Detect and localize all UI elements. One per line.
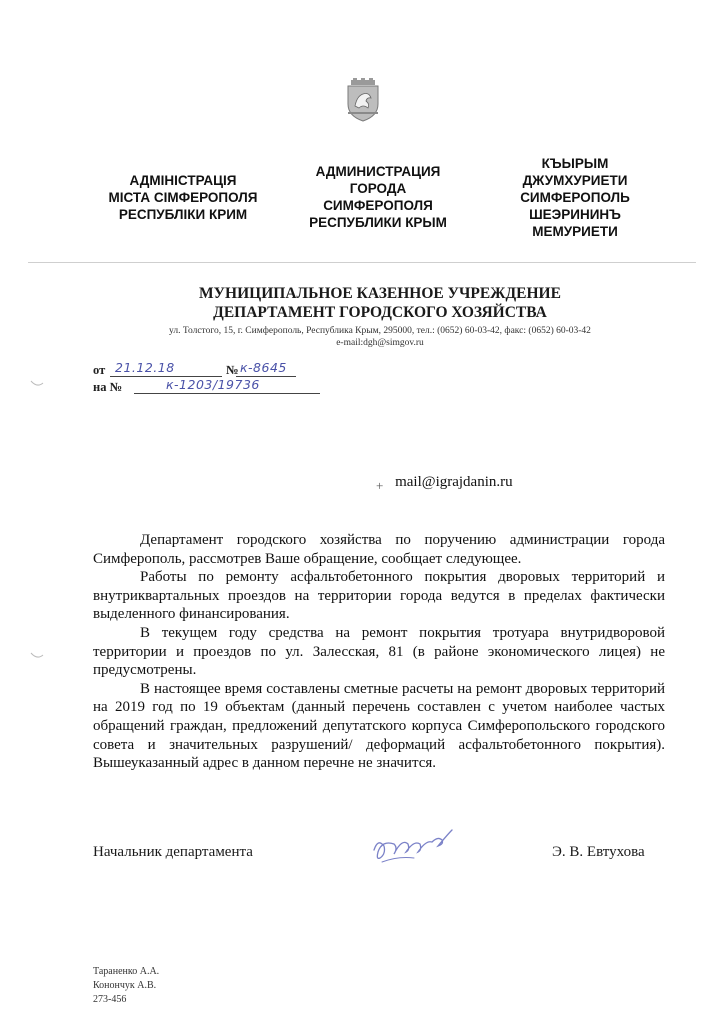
organization-address-line: ул. Толстого, 15, г. Симферополь, Республика Крым, 295000, тел.: (0652) 60-03-42, факс: (0652) 60-03-42 bbox=[169, 326, 591, 336]
organization-email: e-mail:dgh@simgov.ru bbox=[336, 338, 424, 348]
letter-number: к-8645 bbox=[240, 360, 287, 375]
reply-to-number: к-1203/19736 bbox=[166, 377, 260, 392]
reply-to-label: на № bbox=[93, 380, 123, 394]
recipient-block bbox=[376, 474, 513, 491]
administration-name-crimean-tatar: КЪЫРЫМ ДЖУМХУРИЕТИ СИМФЕРОПОЛЬ ШЕЭРИНИНЪ МЕМУРИЕТИ bbox=[520, 156, 630, 239]
number-label: № bbox=[226, 363, 239, 377]
hole-punch-mark bbox=[30, 380, 44, 388]
hole-punch-mark bbox=[30, 652, 44, 660]
organization-title bbox=[100, 284, 660, 322]
coat-of-arms-icon bbox=[345, 78, 381, 122]
reply-to-underline bbox=[134, 393, 320, 394]
executor-name: Конончук А.В. bbox=[93, 980, 157, 991]
organization-title-line1: МУНИЦИПАЛЬНОЕ КАЗЕННОЕ УЧРЕЖДЕНИЕ bbox=[199, 285, 561, 302]
letter-date: 21.12.18 bbox=[115, 360, 175, 375]
administration-name-russian: АДМИНИСТРАЦИЯ ГОРОДА СИМФЕРОПОЛЯ РЕСПУБЛИКИ КРЫМ bbox=[309, 164, 447, 230]
body-paragraph: Департамент городского хозяйства по поручению администрации города Симферополь, рассмотрев Ваше обращение, сообщает следующее. bbox=[93, 532, 665, 567]
from-label: от bbox=[93, 363, 106, 377]
signatory-name: Э. В. Евтухова bbox=[552, 844, 645, 860]
letter-body bbox=[93, 531, 665, 773]
executor-footer bbox=[93, 965, 159, 1007]
handwritten-signature bbox=[368, 820, 458, 868]
executor-name: Тараненко А.А. bbox=[93, 966, 160, 977]
organization-address bbox=[80, 325, 680, 349]
signatory-position: Начальник департамента bbox=[93, 844, 253, 860]
body-paragraph: В текущем году средства на ремонт покрытия тротуара внутридворовой территории и проездов по ул. Залесская, 81 (в районе экономического лицея) не предусмотрены. bbox=[93, 624, 665, 679]
body-paragraph: Работы по ремонту асфальтобетонного покрытия дворовых территорий и внутриквартальных проездов на территории города ведутся в пределах фактически выделенного финансирования. bbox=[93, 569, 665, 623]
body-paragraph: В настоящее время составлены сметные расчеты на ремонт дворовых территорий на 2019 год по 19 объектам (данный перечень составлен с учетом наиболее частых обращений граждан, предложений депутатского корпуса Симферопольского городского совета и значительных разрушений/ деформаций асфальтобетонного покрытия). Вышеуказанный адрес в данном перечне не значится. bbox=[93, 680, 665, 772]
organization-title-line2: ДЕПАРТАМЕНТ ГОРОДСКОГО ХОЗЯЙСТВА bbox=[213, 304, 547, 321]
plus-mark-icon: + bbox=[376, 478, 384, 493]
administration-name-ukrainian: АДМІНІСТРАЦІЯ МІСТА СІМФЕРОПОЛЯ РЕСПУБЛІКИ КРИМ bbox=[108, 173, 258, 222]
recipient-email: mail@igrajdanin.ru bbox=[395, 474, 513, 490]
executor-phone: 273-456 bbox=[93, 994, 127, 1005]
header-divider bbox=[28, 262, 696, 263]
